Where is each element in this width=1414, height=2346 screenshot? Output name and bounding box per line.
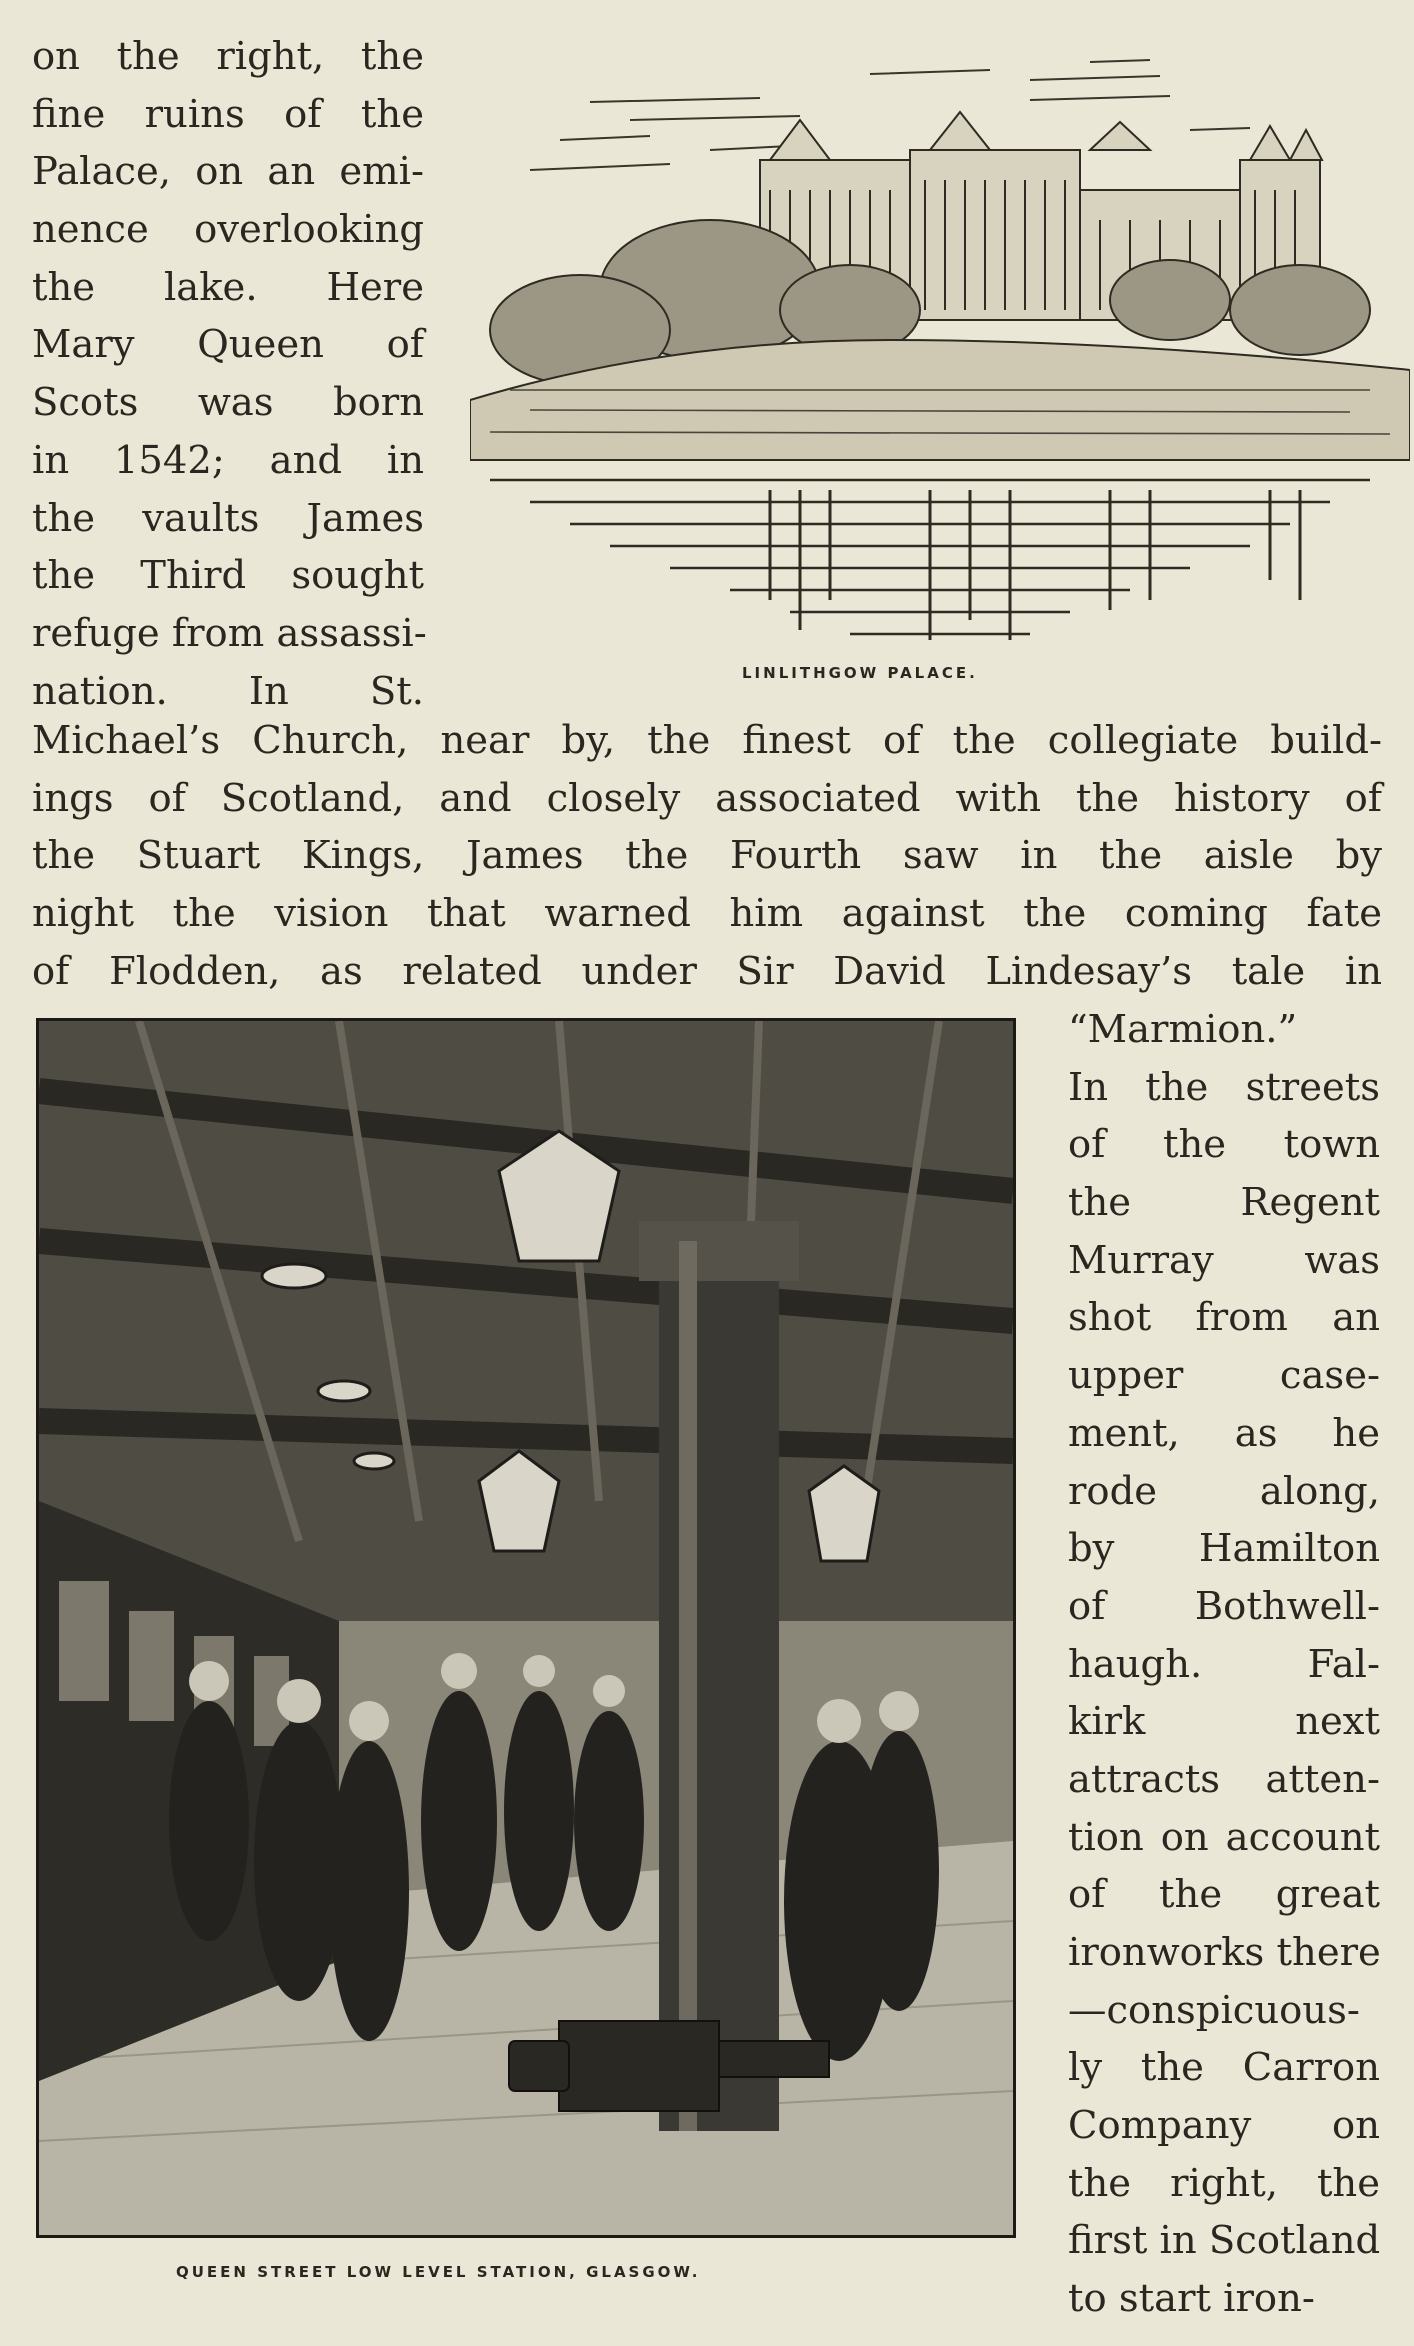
right-column-text — [1068, 1001, 1380, 2328]
text-line: the vaults James — [32, 495, 424, 541]
text-line: Scots was born — [32, 380, 424, 426]
text-line: Company on — [1068, 2103, 1380, 2149]
linlithgow-palace-illustration — [470, 40, 1410, 660]
text-line: the Stuart Kings, James the Fourth saw in the aisle by — [32, 833, 1382, 879]
station-engraving — [39, 1021, 1013, 2235]
text-line: the Regent — [1068, 1180, 1380, 1226]
text-line: Mary Queen of — [32, 322, 424, 368]
text-line: night the vision that warned him against the coming fate — [32, 891, 1382, 937]
text-line: fine ruins of the — [32, 91, 424, 137]
station-caption: QUEEN STREET LOW LEVEL STATION, GLASGOW. — [176, 2263, 701, 2281]
text-line: tion on account — [1068, 1814, 1380, 1860]
text-line: —conspicuous- — [1068, 1987, 1360, 2033]
text-line: refuge from assassi- — [32, 610, 427, 656]
text-line: of the great — [1068, 1872, 1380, 1918]
text-line: the lake. Here — [32, 264, 424, 310]
left-column-text — [32, 28, 427, 720]
text-line: Palace, on an emi- — [32, 149, 424, 195]
palace-engraving — [470, 40, 1410, 660]
text-line: kirk next — [1068, 1699, 1380, 1745]
text-line: the Third sought — [32, 553, 424, 599]
text-line: ironworks there — [1068, 1930, 1381, 1975]
queen-street-station-illustration — [36, 1018, 1016, 2238]
text-line: to start iron- — [1068, 2276, 1315, 2322]
full-width-text — [32, 712, 1382, 1000]
text-line: ings of Scotland, and closely associated with the history of — [32, 775, 1382, 821]
text-line: Michael’s Church, near by, the finest of the collegiate build- — [32, 718, 1382, 763]
text-line: ly the Carron — [1068, 2045, 1380, 2091]
station-frame — [36, 1018, 1016, 2238]
text-line: of Bothwell- — [1068, 1583, 1380, 1629]
text-line: first in Scotland — [1068, 2218, 1381, 2264]
text-line: by Hamilton — [1068, 1526, 1380, 1572]
text-line: ment, as he — [1068, 1410, 1380, 1456]
text-line: “Marmion.” — [1068, 1007, 1298, 1052]
text-line: rode along, — [1068, 1468, 1380, 1514]
text-line: the right, the — [1068, 2160, 1380, 2206]
text-line: of Flodden, as related under Sir David Lindesay’s tale in — [32, 948, 1382, 994]
text-line: nence overlooking — [32, 207, 424, 253]
text-line: shot from an — [1068, 1295, 1380, 1341]
text-line: haugh. Fal- — [1068, 1641, 1380, 1687]
text-line: In the streets — [1068, 1064, 1380, 1110]
text-line: nation. In St. — [32, 668, 424, 714]
text-line: in 1542; and in — [32, 437, 424, 483]
text-line: on the right, the — [32, 34, 424, 79]
palace-caption: LINLITHGOW PALACE. — [742, 664, 978, 682]
text-line: of the town — [1068, 1122, 1380, 1168]
text-line: attracts atten- — [1068, 1756, 1380, 1802]
text-line: Murray was — [1068, 1237, 1380, 1283]
text-line: upper case- — [1068, 1353, 1380, 1399]
